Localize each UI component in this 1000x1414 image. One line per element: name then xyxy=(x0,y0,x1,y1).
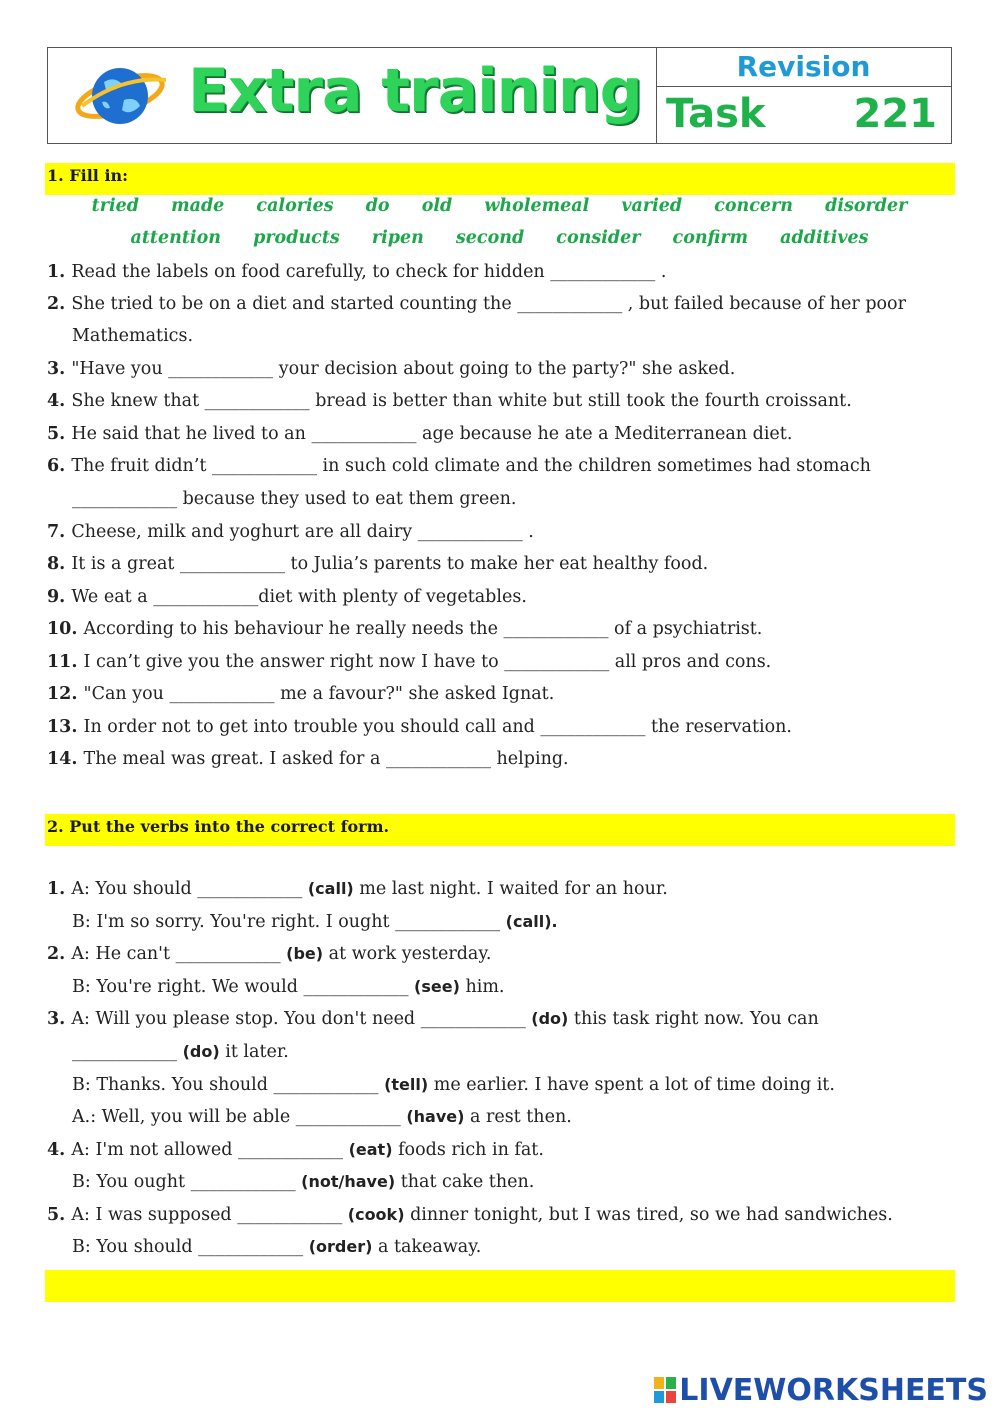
word-bank-item: do xyxy=(365,196,390,216)
question-text: According to his behaviour he really needs the ____________ of a psychiatrist. xyxy=(83,619,763,639)
question-text: I can’t give you the answer right now I have to ____________ all pros and cons. xyxy=(83,652,772,672)
exercise-text: me earlier. I have spent a lot of time doing it. xyxy=(428,1075,835,1095)
exercise-line xyxy=(47,944,491,964)
question-number: 10. xyxy=(47,619,84,639)
word-bank-item: old xyxy=(421,196,453,216)
exercise-number: 5. xyxy=(47,1205,72,1225)
word-bank-item: second xyxy=(455,228,525,248)
question-line xyxy=(47,684,554,704)
revision-label: Revision xyxy=(656,48,951,87)
header-brand-cell xyxy=(48,48,657,143)
word-bank-item: attention xyxy=(130,228,221,248)
exercise-text: A: He can't ____________ xyxy=(71,944,287,964)
task-cell xyxy=(656,87,951,143)
question-text: "Can you ____________ me a favour?" she asked Ignat. xyxy=(83,684,555,704)
exercise-number: 4. xyxy=(47,1140,72,1160)
word-bank-item: tried xyxy=(91,196,139,216)
question-number: 6. xyxy=(47,456,72,476)
question-number: 4. xyxy=(47,391,72,411)
exercise-line xyxy=(72,1042,289,1062)
question-line xyxy=(47,652,771,672)
question-text: Cheese, milk and yoghurt are all dairy ____________ . xyxy=(71,522,534,542)
question-text: "Have you ____________ your decision about going to the party?" she asked. xyxy=(71,359,736,379)
question-number: 3. xyxy=(47,359,72,379)
exercise-line xyxy=(47,1205,893,1225)
exercise-line xyxy=(72,912,558,932)
question-line xyxy=(47,587,527,607)
task-label: Task xyxy=(666,91,766,137)
verb-prompt: (have) xyxy=(406,1107,465,1126)
exercise-text: A: I'm not allowed ____________ xyxy=(71,1140,349,1160)
exercise-text: B: Thanks. You should ____________ xyxy=(72,1075,385,1095)
question-line xyxy=(47,554,708,574)
exercise-line xyxy=(72,1075,835,1095)
word-bank-item: disorder xyxy=(825,196,908,216)
word-bank-item: wholemeal xyxy=(484,196,590,216)
exercise-text: him. xyxy=(459,977,505,997)
word-bank-item: products xyxy=(253,228,340,248)
exercise-line xyxy=(72,977,505,997)
exercise-text: a takeaway. xyxy=(372,1237,482,1257)
exercise-text: it later. xyxy=(219,1042,289,1062)
exercise-line xyxy=(47,1140,544,1160)
exercise-line xyxy=(47,1009,819,1029)
word-bank-item: consider xyxy=(556,228,641,248)
liveworksheets-logo-text: LIVEWORKSHEETS xyxy=(679,1373,988,1408)
exercise-text: A: Will you please stop. You don't need ____________ xyxy=(71,1009,532,1029)
verb-prompt: (call) xyxy=(307,879,354,898)
question-line xyxy=(47,262,666,282)
question-text: In order not to get into trouble you should call and ____________ the reservation. xyxy=(83,717,792,737)
question-number: 12. xyxy=(47,684,84,704)
exercise-text: B: You ought ____________ xyxy=(72,1172,302,1192)
question-text: He said that he lived to an ____________ age because he ate a Mediterranean diet. xyxy=(71,424,793,444)
question-text: We eat a ____________diet with plenty of vegetables. xyxy=(71,587,527,607)
exercise-text: a rest then. xyxy=(464,1107,572,1127)
question-line xyxy=(47,619,762,639)
verb-prompt: (be) xyxy=(286,944,324,963)
question-line xyxy=(47,522,534,542)
word-bank-item: additives xyxy=(780,228,869,248)
question-number: 11. xyxy=(47,652,84,672)
exercise-text: this task right now. You can xyxy=(568,1009,819,1029)
exercise-text: B: You're right. We would ____________ xyxy=(72,977,415,997)
exercise-text: dinner tonight, but I was tired, so we had sandwiches. xyxy=(404,1205,893,1225)
verb-prompt: (do) xyxy=(182,1042,220,1061)
task-number: 221 xyxy=(853,91,937,137)
verb-prompt: (call). xyxy=(505,912,558,931)
question-text: The fruit didn’t ____________ in such cold climate and the children sometimes had stomach xyxy=(71,456,871,476)
exercise-text: foods rich in fat. xyxy=(392,1140,544,1160)
verb-prompt: (see) xyxy=(414,977,460,996)
question-text: It is a great ____________ to Julia’s parents to make her eat healthy food. xyxy=(71,554,709,574)
word-bank-item: varied xyxy=(621,196,683,216)
exercise-text: ____________ xyxy=(72,1042,183,1062)
question-line: ____________ because they used to eat them green. xyxy=(72,489,517,509)
question-number: 5. xyxy=(47,424,72,444)
question-number: 7. xyxy=(47,522,72,542)
verb-prompt: (tell) xyxy=(384,1075,429,1094)
exercise-line xyxy=(72,1107,572,1127)
verb-prompt: (do) xyxy=(531,1009,569,1028)
question-text: Read the labels on food carefully, to check for hidden ____________ . xyxy=(71,262,667,282)
section1-title: 1. Fill in: xyxy=(47,166,129,185)
word-bank-item: concern xyxy=(714,196,793,216)
exercise-number: 1. xyxy=(47,879,72,899)
question-line xyxy=(47,391,852,411)
exercise-text: A: You should ____________ xyxy=(71,879,308,899)
question-line xyxy=(47,456,871,476)
exercise-text: A: I was supposed ____________ xyxy=(71,1205,348,1225)
word-bank-row-2 xyxy=(47,228,952,248)
exercise-line xyxy=(72,1237,481,1257)
exercise-line xyxy=(72,1172,534,1192)
worksheet-header xyxy=(47,47,952,144)
word-bank-item: made xyxy=(171,196,225,216)
word-bank-item: ripen xyxy=(371,228,424,248)
brand-title: Extra training xyxy=(188,56,642,126)
word-bank-row-1 xyxy=(47,196,952,216)
question-number: 8. xyxy=(47,554,72,574)
exercise-text: that cake then. xyxy=(395,1172,535,1192)
section2-title: 2. Put the verbs into the correct form. xyxy=(47,817,390,836)
question-line xyxy=(47,294,906,314)
question-line: Mathematics. xyxy=(72,326,194,346)
liveworksheets-logo xyxy=(654,1373,988,1408)
word-bank-item: confirm xyxy=(672,228,749,248)
word-bank-item: calories xyxy=(256,196,334,216)
question-line xyxy=(47,749,569,769)
question-number: 2. xyxy=(47,294,72,314)
exercise-text: A.: Well, you will be able ____________ xyxy=(72,1107,407,1127)
exercise-number: 2. xyxy=(47,944,72,964)
question-text: She knew that ____________ bread is better than white but still took the fourth croissant. xyxy=(71,391,852,411)
exercise-text: me last night. I waited for an hour. xyxy=(353,879,668,899)
question-number: 13. xyxy=(47,717,84,737)
exercise-text: B: You should ____________ xyxy=(72,1237,309,1257)
question-text: The meal was great. I asked for a ____________ helping. xyxy=(83,749,569,769)
exercise-number: 3. xyxy=(47,1009,72,1029)
question-line xyxy=(47,424,792,444)
question-line xyxy=(47,717,792,737)
exercise-text: at work yesterday. xyxy=(323,944,492,964)
exercise-text: B: I'm so sorry. You're right. I ought ____________ xyxy=(72,912,506,932)
question-number: 9. xyxy=(47,587,72,607)
verb-prompt: (cook) xyxy=(347,1205,405,1224)
question-number: 14. xyxy=(47,749,84,769)
verb-prompt: (order) xyxy=(308,1237,373,1256)
question-number: 1. xyxy=(47,262,72,282)
question-text: She tried to be on a diet and started counting the ____________ , but failed because of her poor xyxy=(71,294,906,314)
section1-highlight xyxy=(45,163,955,195)
verb-prompt: (eat) xyxy=(348,1140,393,1159)
globe-icon xyxy=(74,58,166,134)
exercise-line xyxy=(47,879,668,899)
bottom-highlight xyxy=(45,1270,955,1302)
question-line xyxy=(47,359,735,379)
verb-prompt: (not/have) xyxy=(301,1172,396,1191)
liveworksheets-mark-icon xyxy=(654,1377,676,1403)
